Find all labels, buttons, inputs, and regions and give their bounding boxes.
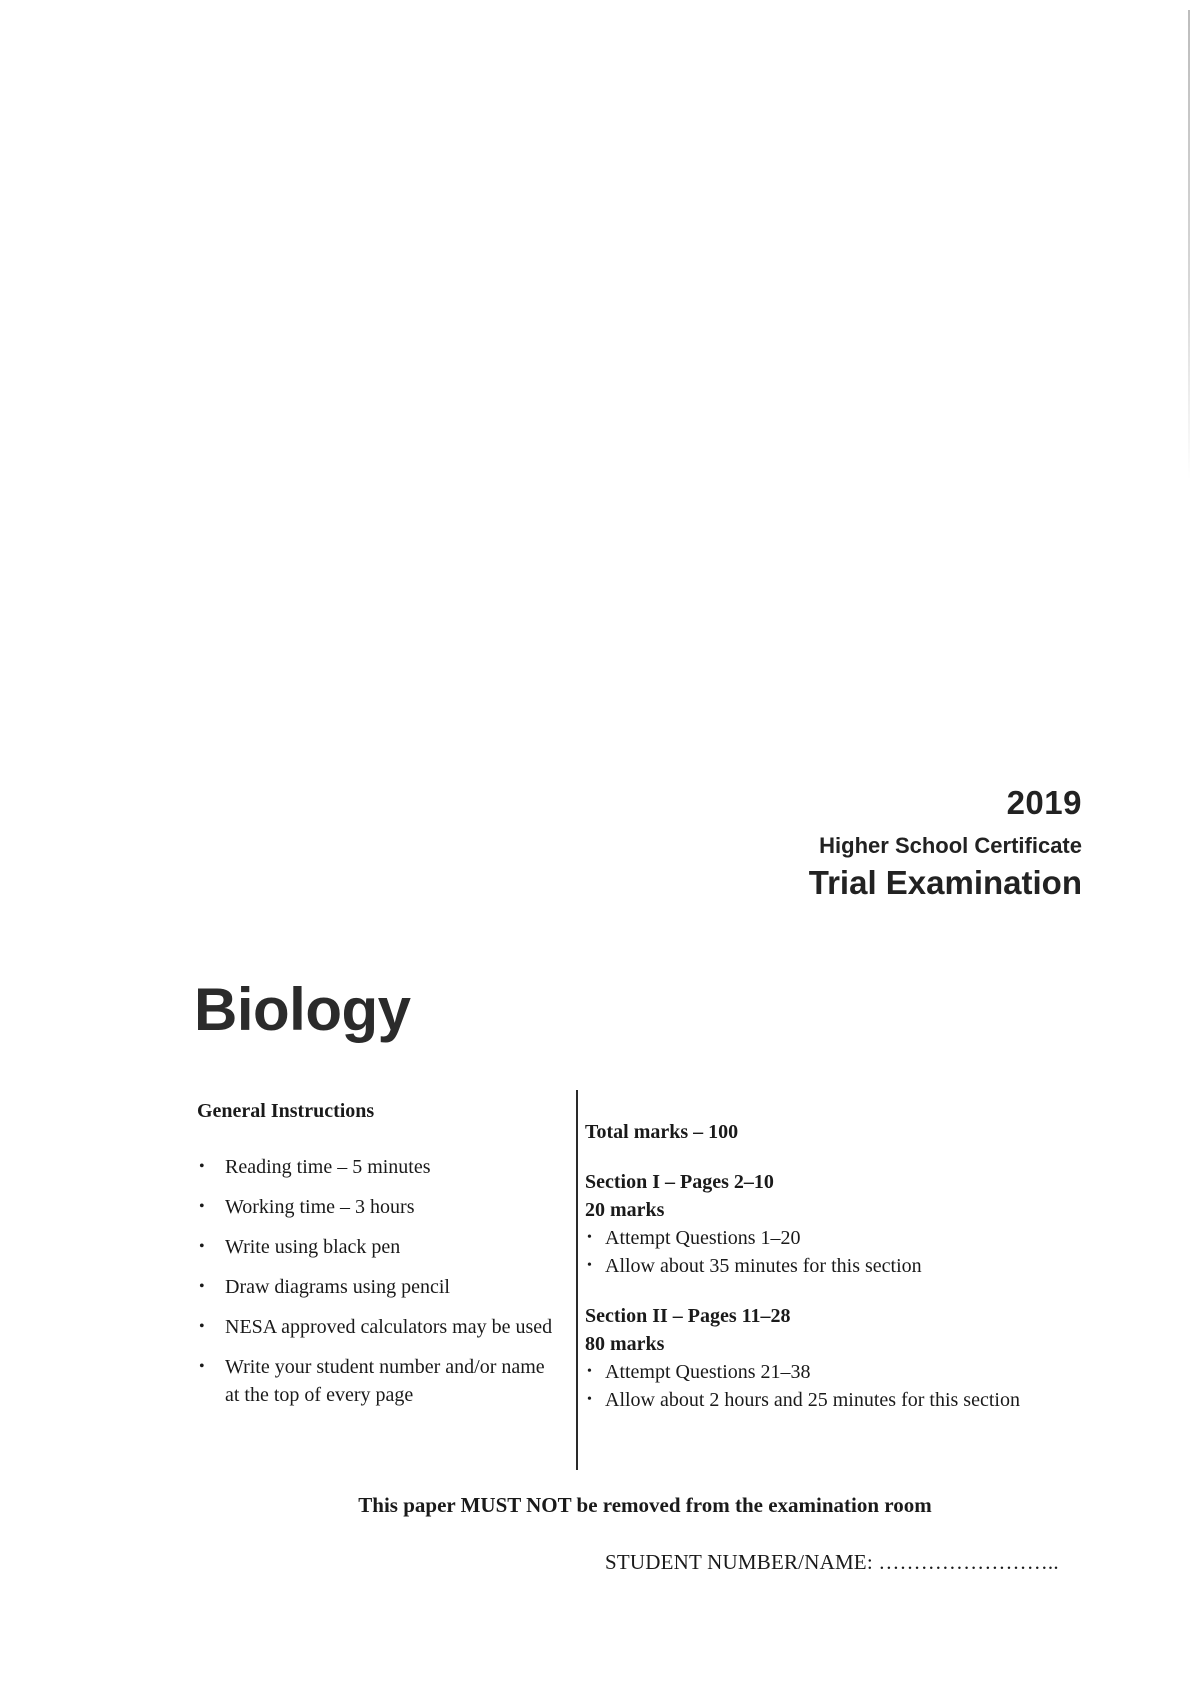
section-bullet-list [585,1358,1055,1414]
bullet-icon: • [199,1198,205,1215]
section-marks: 80 marks [585,1333,665,1355]
bullet-icon: • [587,1230,592,1245]
bullet-icon: • [587,1258,592,1273]
section-bullet-text: Attempt Questions 1–20 [605,1227,801,1249]
bullet-icon: • [199,1238,205,1255]
instruction-text: Write your student number and/or name at the top of every page [225,1356,545,1406]
section-bullet-text: Attempt Questions 21–38 [605,1361,811,1383]
instruction-item [197,1233,557,1261]
instruction-text: NESA approved calculators may be used [225,1316,553,1338]
instruction-text: Reading time – 5 minutes [225,1156,431,1178]
instruction-text: Draw diagrams using pencil [225,1276,450,1298]
instruction-item [197,1273,557,1301]
section-bullet-item [585,1224,1055,1252]
removal-warning: This paper MUST NOT be removed from the examination room [358,1493,932,1517]
instruction-text: Write using black pen [225,1236,401,1258]
section-bullet-item [585,1386,1055,1414]
instruction-text: Working time – 3 hours [225,1196,415,1218]
column-divider [576,1090,578,1470]
subject-title: Biology [194,976,411,1043]
section-bullet-text: Allow about 35 minutes for this section [605,1255,922,1277]
section-marks: 20 marks [585,1199,665,1221]
exam-header [682,785,1082,902]
certificate-title: Higher School Certificate [819,833,1082,859]
section-two [585,1302,1055,1414]
general-instructions-list [197,1153,557,1421]
exam-year: 2019 [1006,784,1082,821]
instruction-item [197,1153,557,1181]
section-title: Section II – Pages 11–28 [585,1305,791,1327]
section-bullet-item [585,1358,1055,1386]
bullet-icon: • [199,1278,205,1295]
student-number-name-line: STUDENT NUMBER/NAME: …………………….. [605,1550,1059,1574]
instruction-item [197,1193,557,1221]
bullet-icon: • [199,1358,205,1375]
marks-info-panel [585,1118,1055,1436]
instruction-item [197,1353,557,1409]
section-bullet-text: Allow about 2 hours and 25 minutes for this section [605,1389,1020,1411]
total-marks: Total marks – 100 [585,1121,739,1143]
exam-type-title: Trial Examination [808,863,1082,901]
section-bullet-item [585,1252,1055,1280]
general-instructions-heading: General Instructions [197,1100,375,1122]
bullet-icon: • [587,1392,592,1407]
section-one [585,1168,1055,1280]
bullet-icon: • [199,1158,205,1175]
bullet-icon: • [199,1318,205,1335]
bullet-icon: • [587,1364,592,1379]
instruction-item [197,1313,557,1341]
section-title: Section I – Pages 2–10 [585,1171,774,1193]
scan-edge-shadow [1188,10,1190,480]
section-bullet-list [585,1224,1055,1280]
